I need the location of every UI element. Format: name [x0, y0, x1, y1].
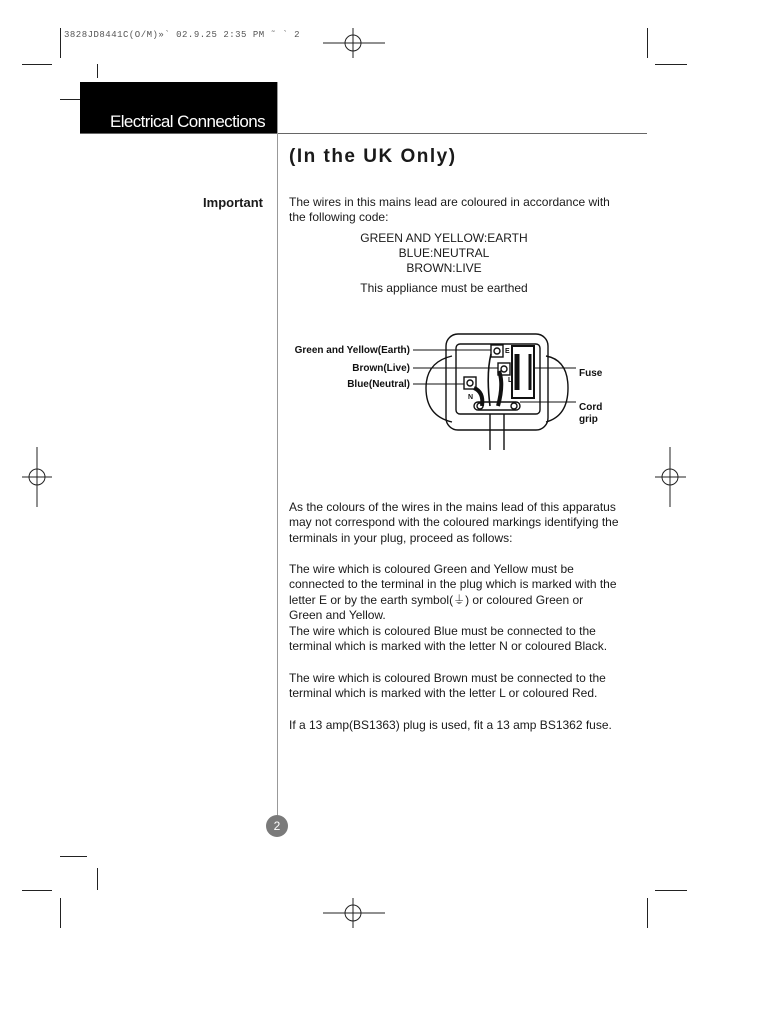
neutral-terminal-icon [464, 377, 476, 389]
plug-wiring-diagram [286, 326, 616, 454]
live-wire [498, 371, 501, 406]
terminal-letter-e: E [505, 348, 510, 355]
wire-code-live: BROWN:LIVE [406, 261, 482, 275]
registration-target-top [323, 28, 385, 58]
terminal-letter-n: N [468, 394, 474, 401]
registration-target-bottom [323, 898, 385, 928]
column-divider [277, 82, 278, 820]
earth-wire [488, 354, 491, 406]
header-rule [80, 133, 647, 134]
wire-code-earth: GREEN AND YELLOW:EARTH [360, 231, 528, 245]
wire-code-neutral: BLUE:NEUTRAL [398, 246, 490, 260]
section-banner [80, 82, 277, 134]
body-paragraph-fuse: If a 13 amp(BS1363) plug is used, fit a 13 amp BS1362 fuse. [289, 718, 612, 732]
label-cord-grip-line1: Cord [579, 402, 603, 413]
earth-terminal-icon [491, 345, 503, 357]
body-paragraph-live: The wire which is coloured Brown must be connected to the terminal which is marked with the letter L or coloured Red. [289, 671, 606, 701]
print-slug: 3828JD8441C(O/M)»` 02.9.25 2:35 PM ˜ ` 2 [64, 30, 301, 40]
registration-target-right [655, 447, 686, 507]
page-title: (In the UK Only) [289, 146, 457, 167]
important-label: Important [203, 195, 263, 210]
wire-code-list [289, 231, 599, 276]
label-cord-grip-line2: grip [579, 414, 598, 425]
earthed-note: This appliance must be earthed [360, 281, 528, 295]
registration-target-left [22, 447, 52, 507]
body-paragraph-earth: The wire which is coloured Green and Yellow must be connected to the terminal in the plug which is marked with the letter E or by the earth symbol(⏚) or coloured Green or Green and Yellow. [289, 562, 617, 622]
plug-left-lobe [426, 356, 452, 422]
page-number-badge: 2 [266, 815, 288, 837]
label-live: Brown(Live) [352, 363, 410, 374]
terminal-letter-l: L [508, 377, 513, 384]
label-earth: Green and Yellow(Earth) [294, 345, 410, 356]
intro-paragraph: The wires in this mains lead are coloured in accordance with the following code: [289, 195, 610, 225]
body-paragraph-neutral: The wire which is coloured Blue must be connected to the terminal which is marked with the letter N or coloured Black. [289, 624, 608, 654]
plug-right-lobe [546, 356, 568, 422]
body-paragraph-colours: As the colours of the wires in the mains lead of this apparatus may not correspond with the coloured markings identifying the terminals in your plug, proceed as follows: [289, 500, 619, 545]
label-fuse: Fuse [579, 368, 603, 379]
label-neutral: Blue(Neutral) [347, 379, 410, 390]
section-title: Electrical Connections [110, 112, 265, 131]
